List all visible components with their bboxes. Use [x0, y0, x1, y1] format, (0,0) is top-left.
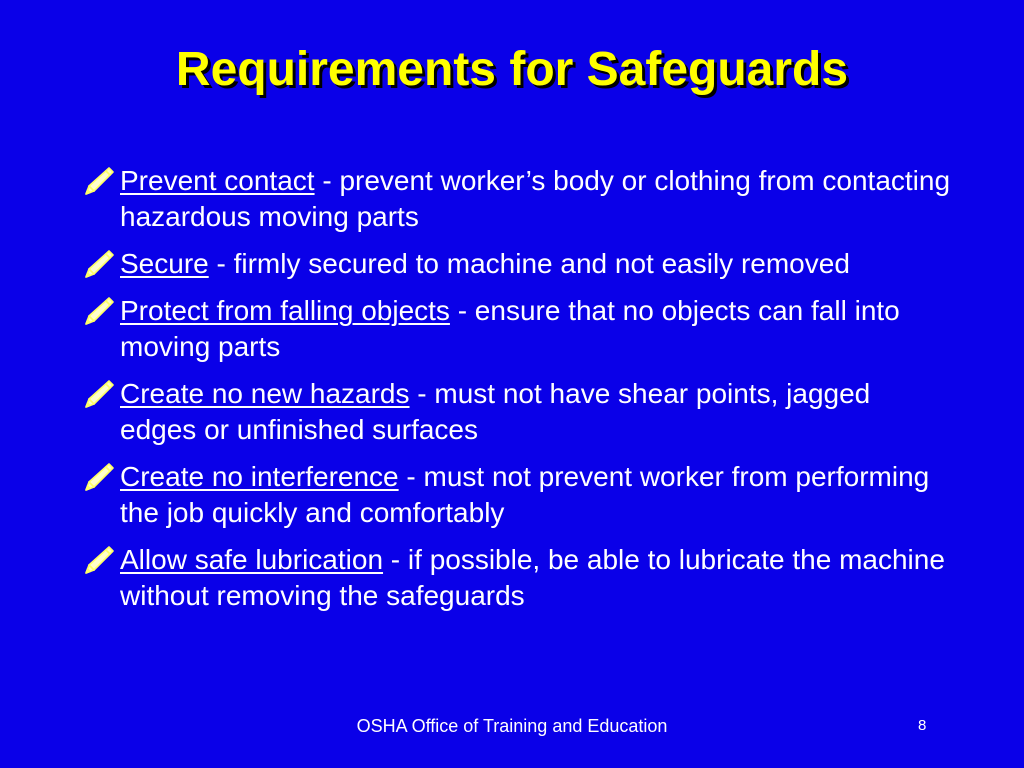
list-item [82, 459, 952, 531]
list-item [82, 293, 952, 365]
bullet-description: - must not have shear points, jagged edges or unfinished surfaces [120, 378, 871, 445]
pencil-icon [82, 461, 116, 493]
slide-footer: OSHA Office of Training and Education [356, 716, 668, 736]
bullet-description: - firmly secured to machine and not easily removed [208, 248, 850, 279]
bullet-term: Create no interference [120, 461, 399, 492]
page-number: 8 [918, 717, 927, 734]
list-item [82, 542, 952, 614]
bullet-term: Allow safe lubrication [120, 544, 384, 575]
list-item [82, 246, 952, 282]
pencil-icon [82, 248, 116, 280]
bullet-term: Create no new hazards [120, 378, 410, 409]
pencil-icon [82, 165, 116, 197]
pencil-icon [82, 378, 116, 410]
bullet-term: Protect from falling objects [120, 295, 450, 326]
pencil-icon [82, 295, 116, 327]
bullet-list [82, 163, 952, 625]
bullet-description: - must not prevent worker from performing the job quickly and comfortably [120, 461, 930, 528]
bullet-description: - if possible, be able to lubricate the machine without removing the safeguards [120, 544, 945, 611]
bullet-description: - ensure that no objects can fall into moving parts [120, 295, 900, 362]
list-item [82, 376, 952, 448]
bullet-description: - prevent worker’s body or clothing from contacting hazardous moving parts [120, 165, 951, 232]
slide-title: Requirements for Safeguards [175, 43, 849, 96]
bullet-term: Secure [120, 248, 209, 279]
pencil-icon [82, 544, 116, 576]
bullet-term: Prevent contact [120, 165, 315, 196]
list-item [82, 163, 952, 235]
